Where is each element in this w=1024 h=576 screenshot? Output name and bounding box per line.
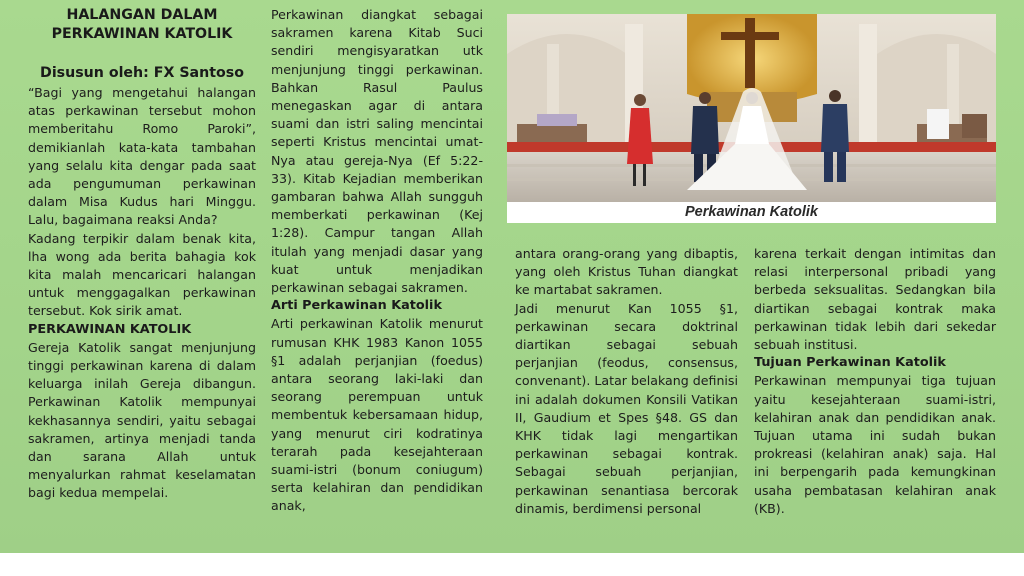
intro-paragraph-2: Kadang terpikir dalam benak kita, lha wong ada berita bahagia kok kita malah mencaricari halangan untuk menggagalkan perkawinan tersebut. Kok sirik amat. (28, 230, 256, 319)
column-2 (271, 6, 483, 516)
section-heading-perkawinan-katolik: PERKAWINAN KATOLIK (28, 321, 192, 337)
section2-paragraph-1: Arti perkawinan Katolik menurut rumusan KHK 1983 Kanon 1055 §1 adalah perjanjian (foedus) antara seorang laki-laki dan seorang perempuan untuk membentuk kebersamaan hidup, yang menurut ciri kodratinya terarah pada kesejahteraan suami-istri (bonum coniugum) serta kelahiran dan pendidikan anak, (271, 316, 483, 514)
column-4 (754, 245, 996, 518)
section3-paragraph-1: Perkawinan mempunyai tiga tujuan yaitu kesejahteraan suami-istri, kelahiran anak dan pendidikan anak. Tujuan utama ini sudah bukan prokreasi (kelahiran anak) saja. Hal ini berpengarih pada kemungkinan usaha pembatasan kelahiran anak (KB). (754, 373, 996, 516)
article-author: Disusun oleh: FX Santoso (40, 65, 244, 81)
intro-paragraph: “Bagi yang mengetahui halangan atas perkawinan tersebut mohon memberitahu Romo Paroki”, demikianlah kata-kata tambahan yang selalu kita dengar pada saat ada pengumuman perkawinan dalam Misa Kudus hari Minggu. Lalu, bagaimana reaksi Anda? (28, 85, 256, 228)
church-wedding-photo-icon (507, 14, 996, 202)
section-heading-tujuan: Tujuan Perkawinan Katolik (754, 355, 946, 371)
column-3 (515, 245, 738, 518)
title-line-2: PERKAWINAN KATOLIK (51, 26, 233, 42)
section2-paragraph-2: Jadi menurut Kan 1055 §1, perkawinan secara doktrinal diartikan sebagai sebuah perjanjian (feodus, consensus, convenant). Latar belakang definisi ini adalah dokumen Konsili Vatikan II, Gaudium et Spes §48. GS dan KHK tidak lagi mengartikan perkawinan sebagai kontrak. Sebagai sebuah perjanjian, perkawinan senantiasa bercorak dinamis, berdimensi personal (515, 300, 738, 516)
article-title (28, 6, 256, 44)
section2-paragraph-2-continued: karena terkait dengan intimitas dan relasi interpersonal pribadi yang berbeda seksualitas. Sedangkan bila diartikan sebagai kontrak maka perkawinan tidak lebih dari sekedar sebuah institusi. (754, 246, 996, 353)
section-heading-arti: Arti Perkawinan Katolik (271, 298, 442, 314)
wedding-photo (507, 14, 996, 223)
section1-paragraph-1: Gereja Katolik sangat menjunjung tinggi perkawinan karena di dalam keluarga inilah Gereja dibangun. Perkawinan Katolik mempunyai kekhasannya sendiri, yaitu sebagai sakramen, artinya menjadi tanda dan sarana Allah untuk menyalurkan rahmat keselamatan bagi kedua mempelai. (28, 339, 256, 501)
photo-caption: Perkawinan Katolik (685, 204, 818, 220)
section2-paragraph-1-continued: antara orang-orang yang dibaptis, yang oleh Kristus Tuhan diangkat ke martabat sakramen. (515, 246, 738, 298)
title-line-1: HALANGAN DALAM (66, 7, 218, 23)
section1-paragraph-2: Perkawinan diangkat sebagai sakramen karena Kitab Suci sendiri mengisyaratkan utk menjunjung tinggi perkawinan. Bahkan Rasul Paulus menegaskan agar di antara suami dan istri saling mencintai seperti Kristus mencintai umat-Nya atau gereja-Nya (Ef 5:22-33). Kitab Kejadian memberikan gambaran bahwa Allah sungguh memberkati perkawinan (Kej 1:28). Campur tangan Allah itulah yang menjadi dasar yang kuat untuk menjadikan perkawinan sebagai sakramen. (271, 7, 483, 296)
column-1 (28, 6, 256, 503)
